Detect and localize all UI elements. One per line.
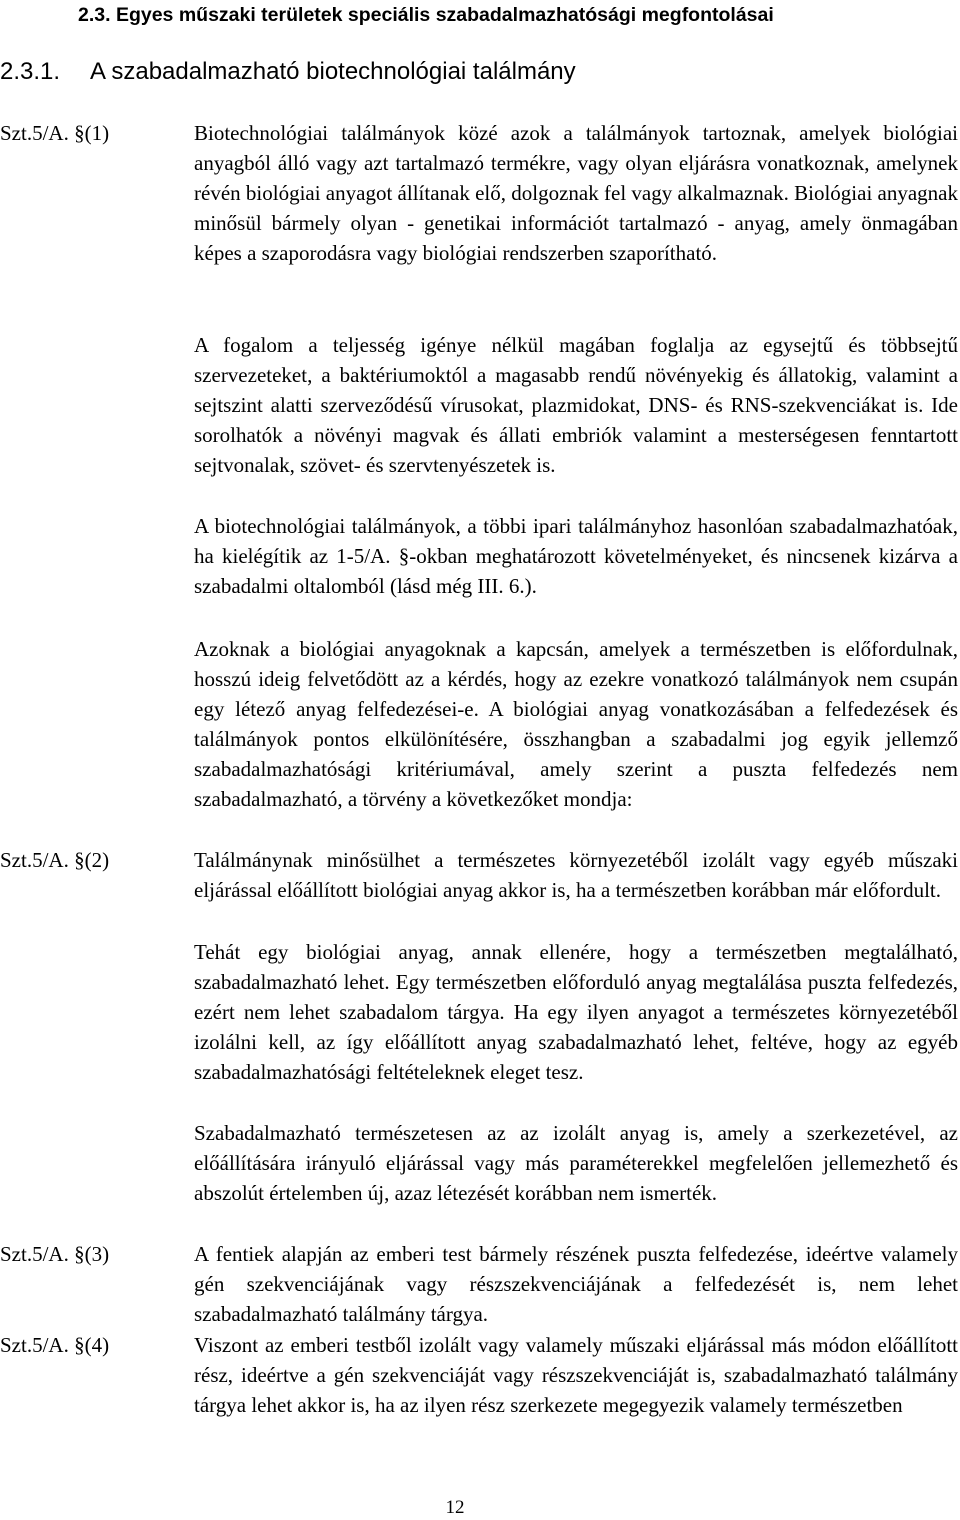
paragraph: Tehát egy biológiai anyag, annak ellenére, hogy a természetben megtalálható, szabadalmazható lehet. Egy természetben előforduló anyag megtalálása puszta felfedezés, ezért nem lehet szabadalom tárgya. Ha egy ilyen anyagot a természetes környezetéből izolálni kell, az így előállított anyag szabadalmazható lehet, feltéve, hogy az egyéb szabadalmazhatósági feltételeknek eleget tesz.	[194, 940, 958, 1084]
page-number: 12	[445, 1497, 465, 1518]
paragraph: Biotechnológiai találmányok közé azok a találmányok tartoznak, amelyek biológiai anyagból álló vagy azt tartalmazó termékre, vagy olyan eljárásra vonatkoznak, amelynek révén biológiai anyagot állítanak elő, dolgoznak fel vagy alkalmaznak. Biológiai anyagnak minősül bármely olyan - genetikai információt tartalmazó - anyag, amely önmagában képes a szaporodásra vagy biológiai rendszerben szaporítható.	[194, 121, 958, 265]
paragraph: A fentiek alapján az emberi test bármely részének puszta felfedezése, ideértve valamely gén szekvenciájának vagy részszekvenciájának a felfedezését is, nem lehet szabadalmazható találmány tárgya.	[194, 1242, 958, 1326]
subsection-title: A szabadalmazható biotechnológiai találmány	[90, 58, 576, 85]
subsection-number: 2.3.1.	[0, 58, 61, 85]
paragraph: Viszont az emberi testből izolált vagy valamely műszaki eljárással más módon előállított rész, ideértve a gén szekvenciáját vagy részszekvenciáját is, szabadalmazható találmány tárgya lehet akkor is, ha az ilyen rész szerkezete megegyezik valamely természetben	[194, 1333, 958, 1417]
subsection-heading	[0, 56, 576, 88]
paragraph: Találmánynak minősülhet a természetes környezetéből izolált vagy egyéb műszaki eljárással előállított biológiai anyag akkor is, ha a természetben korábban már előfordult.	[194, 848, 958, 902]
legal-reference: Szt.5/A. §(2)	[0, 848, 110, 872]
paragraph: A biotechnológiai találmányok, a többi ipari találmányhoz hasonlóan szabadalmazhatóak, ha kielégítik az 1-5/A. §-okban meghatározott követelményeket, és nincsenek kizárva a szabadalmi oltalomból (lásd még III. 6.).	[194, 514, 958, 598]
paragraph: Szabadalmazható természetesen az az izolált anyag is, amely a szerkezetével, az előállítására irányuló eljárással vagy más paraméterekkel megfelelően jellemezhető és abszolút értelemben új, azaz létezését korábban nem ismerték.	[194, 1121, 958, 1205]
paragraph: A fogalom a teljesség igénye nélkül magában foglalja az egysejtű és többsejtű szervezeteket, a baktériumoktól a magasabb rendű növényekig és állatokig, valamint a sejtszint alatti szerveződésű vírusokat, plazmidokat, DNS- és RNS-szekvenciákat is. Ide sorolhatók a növényi magvak és állati embriók valamint a mesterségesen fenntartott sejtvonalak, szövet- és szervtenyészetek is.	[194, 333, 958, 477]
legal-reference: Szt.5/A. §(1)	[0, 121, 110, 145]
legal-reference: Szt.5/A. §(4)	[0, 1333, 110, 1357]
legal-reference: Szt.5/A. §(3)	[0, 1242, 110, 1266]
paragraph: Azoknak a biológiai anyagoknak a kapcsán, amelyek a természetben is előfordulnak, hosszú ideig felvetődött az a kérdés, hogy az ezekre vonatkozó találmányok nem csupán egy létező anyag felfedezései-e. A biológiai anyag vonatkozásában a felfedezések és találmányok pontos elkülönítésére, összhangban a szabadalmi jog egyik jellemző szabadalmazhatósági kritériumával, amely szerint a puszta felfedezés nem szabadalmazható, a törvény a következőket mondja:	[194, 637, 958, 811]
section-heading: 2.3. Egyes műszaki területek speciális szabadalmazhatósági megfontolásai	[78, 4, 774, 26]
